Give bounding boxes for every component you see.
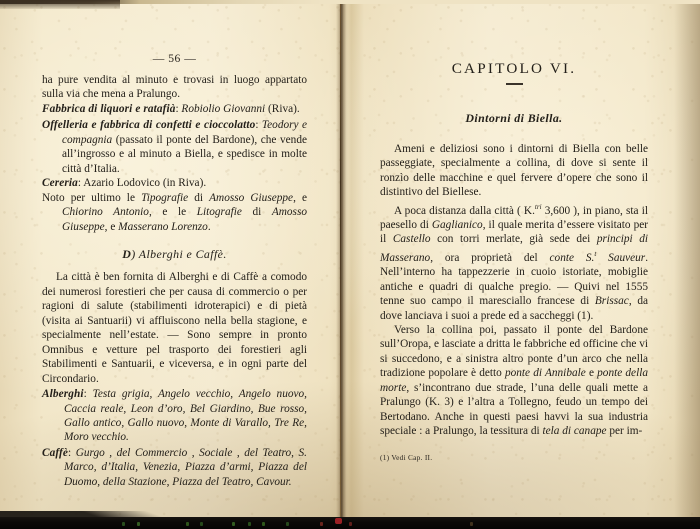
right-page-text-column (380, 60, 649, 465)
tipografie-mid1: di (188, 191, 210, 204)
entry-offelleria (42, 118, 307, 176)
list-items: Testa grigia, Angelo vecchio, Angelo nuovo, Caccia reale, Leon d’oro, Bel Giardino, Bue rosso, Gallo antico, Gallo nuovo, Monte di Varallo, Tre Re, Moro vecchio. (64, 388, 307, 444)
p2-seg-f: . Nell’interno ha tappezzerie in cuoio istoriate, mobiglie antiche e quadri di qualche pregio. — Quivi nel 1555 tenne suo campo il maresciallo francese di (380, 251, 649, 308)
p2-seg-d: con torri merlate, già sede dei (430, 233, 597, 246)
entry-separator: : (77, 177, 81, 190)
p3-seg-c: , s’incontrano due strade, l’una delle quali mette a Pralungo (K. 3) e l’altra a Tollegno, feudo un tempo dei Bertodano. Anche in questi paesi havvi la sua industria speciale : a Pralungo, la tessitura di (380, 381, 648, 438)
tipografie-mid2: , e (293, 191, 307, 204)
tipografie-it4: Litografie (196, 206, 242, 219)
book-gutter-shadow (336, 0, 348, 521)
p3-italic-ponte-morte: ponte della morte (380, 367, 648, 394)
section-title: Dintorni di Biella. (465, 111, 563, 126)
list-separator: : (68, 446, 72, 459)
tipografie-it1: Tipografie (141, 191, 189, 204)
footnote: (1) Vedi Cap. II. (380, 452, 433, 462)
p2-italic-brissac: Brissac (594, 295, 629, 308)
entry-value-rest: Azario Lodovico (in Riva). (83, 177, 207, 190)
paragraph-3 (380, 323, 648, 439)
tipografie-it2: Amosso Giuseppe (209, 191, 294, 204)
list-label: Alberghi (42, 388, 84, 401)
p3-seg-d: per im- (606, 425, 643, 438)
bottom-speckle (248, 522, 251, 526)
p3-seg-b: e (585, 367, 598, 380)
entry-label: Fabbrica di liquori e ratafià (42, 102, 176, 115)
bottom-speckle (320, 522, 323, 526)
entry-label: Offelleria e fabbrica di confetti e cioccolatto (42, 119, 256, 132)
bottom-speckle (286, 522, 289, 526)
right-page-edge-shadow (674, 0, 700, 521)
chapter-rule-divider (506, 83, 523, 85)
entry-value-italic: Robiolio Giovanni (181, 102, 266, 115)
entry-value-rest: (Riva). (268, 102, 300, 115)
bottom-speckle (186, 522, 189, 526)
page-number: — 56 — (152, 52, 197, 65)
p2-seg-b: 3,600 ), in piano, sta il paesello di (380, 204, 648, 232)
tipografie-it3: Chiorino Antonio (62, 206, 149, 219)
entry-separator: : (175, 102, 179, 115)
bottom-speckle (122, 522, 125, 526)
p2-italic-conte: conte S. (549, 251, 595, 264)
left-page-text-column (42, 52, 307, 489)
p3-italic-tela-canape: tela di canape (542, 425, 607, 438)
tipografie-mid5: , e (104, 220, 119, 233)
chapter-title: CAPITOLO VI. (451, 60, 577, 77)
p2-seg-a: A poca distanza dalla città ( K. (394, 204, 535, 217)
entry-cereria (42, 176, 307, 190)
continued-paragraph (42, 73, 307, 102)
left-page (0, 0, 340, 521)
bottom-speckle (349, 522, 352, 526)
p2-italic-principi: principi di Masserano (380, 233, 648, 264)
chapter-heading-block (380, 62, 648, 126)
bottom-speckle (200, 522, 203, 526)
bottom-speckle (470, 522, 473, 526)
p3-italic-ponte-annibale: ponte di Annibale (504, 367, 586, 380)
p2-seg-e: , ora proprietà del (430, 251, 550, 264)
continued-paragraph-text: ha pure vendita al minuto e trovasi in luogo appartato sulla via che mena a Pralungo. (42, 74, 307, 101)
p2-superscript-tri: tri (534, 202, 542, 211)
entry-fabbrica-liquori (42, 102, 307, 116)
p2-italic-castello: Castello (392, 233, 431, 246)
p2-seg-g: , da dove lanciava i suoi a prede ed a saccheggi (1). (380, 295, 648, 322)
tipografie-it5: Amosso Giuseppe (62, 206, 307, 233)
tipografie-mid4: di (241, 206, 272, 219)
paragraph-alberghi-text: La città è ben fornita di Alberghi e di Caffè a comodo dei numerosi forestieri che per causa di commercio o per ragioni di salute (stabilimenti idroterapici) e di pietà (visita ai Santuarii) vi affluiscono nella bella stagione, e specialmente nell’estate. — Sono sempre in pronto Omnibus e vetture pel trasporto dei forestieri agli Stabilimenti e Santuarii, e viceversa, e in ogni parte del Circondario. (42, 271, 307, 385)
p2-seg-c: , il quale merita d’essere visitato per il (380, 219, 648, 246)
section-title-text: ) Alberghi e Caffè. (131, 246, 227, 261)
list-alberghi (42, 387, 307, 445)
entry-tipografie (42, 191, 307, 234)
tipografie-end: . (207, 220, 211, 233)
tipografie-mid3: , e le (148, 206, 197, 219)
tipografie-it6: Masserano Lorenzo (118, 220, 208, 233)
photo-bottom-edge (0, 517, 700, 529)
list-caffe (42, 446, 307, 489)
tipografie-text-pre: Noto per ultimo le (42, 191, 142, 204)
bottom-speckle (262, 522, 265, 526)
right-page (348, 0, 700, 521)
entry-value-rest: (passato il ponte del Bardone), che vende all’ingrosso e al minuto a Biella, e spedisce in molte città d’Italia. (62, 133, 307, 175)
list-separator: : (83, 388, 87, 401)
list-label: Caffè (42, 446, 69, 459)
p2-italic-gaglianico: Gaglianico (431, 219, 483, 232)
paragraph-alberghi-caffe (42, 270, 307, 386)
bottom-red-marker (335, 518, 342, 524)
bottom-speckle (137, 522, 140, 526)
paragraph-2 (380, 200, 648, 323)
p3-seg-a: Verso la collina poi, passato il ponte del Bardone sull’Oropa, e lasciate a dritta le fabbriche ed officine che vi si succedono, e a sinistra altro ponte d’un arco che nella tradizione popolare è detto (380, 323, 648, 380)
bottom-speckle (232, 522, 235, 526)
photo-top-left-corner (0, 0, 120, 9)
entry-value-italic: Teodory e compagnia (62, 119, 307, 146)
section-letter: D (122, 246, 132, 261)
p2-superscript-t: t (594, 249, 597, 258)
p2-italic-sauveur: Sauveur (596, 251, 646, 264)
book-spine-line (340, 2, 341, 519)
section-heading-alberghi-caffe (42, 247, 307, 261)
entry-separator: : (255, 119, 259, 132)
list-items: Gurgo , del Commercio , Sociale , del Teatro, S. Marco, d’Italia, Venezia, Piazza d’armi, Piazza del Duomo, della Stazione, Piazza del Teatro, Cavour. (64, 446, 307, 488)
paragraph-1 (380, 142, 648, 200)
entry-label: Cereria (42, 177, 78, 190)
paragraph-1-text: Ameni e deliziosi sono i dintorni di Biella con belle passeggiate, specialmente a collina, di dove si sente il ronzìo delle macchine e quel fervere d’opere che sono il distintivo del Biellese. (380, 143, 648, 199)
